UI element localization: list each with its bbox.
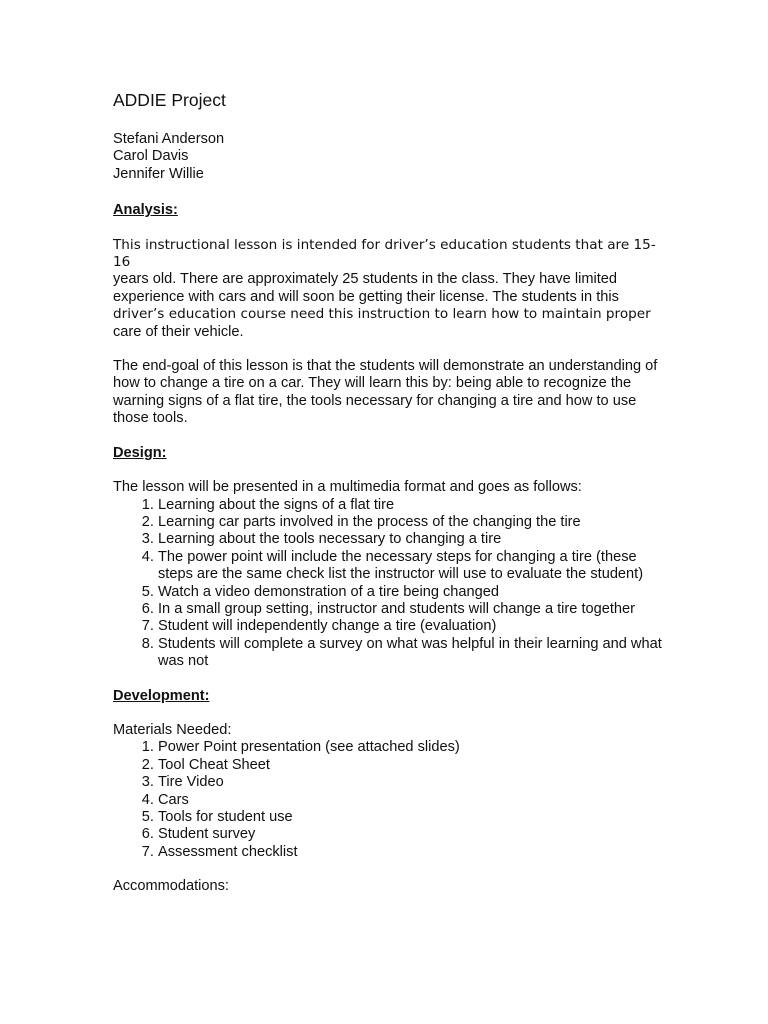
author-name: Stefani Anderson bbox=[113, 131, 225, 147]
design-steps-list bbox=[113, 497, 673, 671]
paragraph-line: years old. There are approximately 25 students in the class. They have limited bbox=[113, 271, 618, 288]
list-item: 5. Tools for student use bbox=[158, 809, 673, 826]
analysis-paragraph-1 bbox=[113, 237, 673, 341]
list-item: 3. Learning about the tools necessary to changing a tire bbox=[158, 531, 673, 548]
materials-list bbox=[113, 739, 673, 861]
list-item: 2. Learning car parts involved in the process of the changing the tire bbox=[158, 514, 673, 531]
paragraph-line: care of their vehicle. bbox=[113, 323, 244, 340]
analysis-paragraph-2: The end-goal of this lesson is that the students will demonstrate an understanding of how to change a tire on a car. They will learn this by: being able to recognize the warning signs of a flat tire, the tools necessary for changing a tire and how to use those tools. bbox=[113, 358, 658, 427]
paragraph-line: This instructional lesson is intended for driver’s education students that are 15-16 bbox=[113, 236, 656, 271]
analysis-heading: Analysis: bbox=[113, 202, 178, 219]
design-intro: The lesson will be presented in a multimedia format and goes as follows: bbox=[113, 479, 582, 496]
list-item: 6. Student survey bbox=[158, 826, 673, 843]
list-item: 3. Tire Video bbox=[158, 774, 673, 791]
list-item: 6. In a small group setting, instructor and students will change a tire together bbox=[158, 601, 673, 618]
development-heading: Development: bbox=[113, 687, 210, 704]
author-name: Jennifer Willie bbox=[113, 165, 204, 182]
list-item: 7. Assessment checklist bbox=[158, 844, 673, 861]
list-item: 5. Watch a video demonstration of a tire being changed bbox=[158, 584, 673, 601]
paragraph-line: driver’s education course need this instruction to learn how to maintain proper bbox=[113, 306, 651, 323]
document-title: ADDIE Project bbox=[113, 90, 226, 110]
author-list bbox=[113, 131, 673, 183]
accommodations-label: Accommodations: bbox=[113, 878, 229, 895]
paragraph-line: experience with cars and will soon be getting their license. The students in this bbox=[113, 288, 619, 305]
list-item: 4. Cars bbox=[158, 792, 673, 809]
author-name: Carol Davis bbox=[113, 148, 189, 165]
design-heading: Design: bbox=[113, 444, 167, 461]
list-item: 1. Learning about the signs of a flat tire bbox=[158, 497, 673, 514]
list-item: 2. Tool Cheat Sheet bbox=[158, 757, 673, 774]
list-item: 4. The power point will include the necessary steps for changing a tire (these steps are the same check list the instructor will use to evaluate the student) bbox=[158, 549, 673, 584]
list-item: 8. Students will complete a survey on what was helpful in their learning and what was not bbox=[158, 636, 673, 671]
list-item: 7. Student will independently change a tire (evaluation) bbox=[158, 618, 673, 635]
materials-label: Materials Needed: bbox=[113, 721, 232, 738]
document-page bbox=[113, 89, 673, 896]
list-item: 1. Power Point presentation (see attached slides) bbox=[158, 739, 673, 756]
